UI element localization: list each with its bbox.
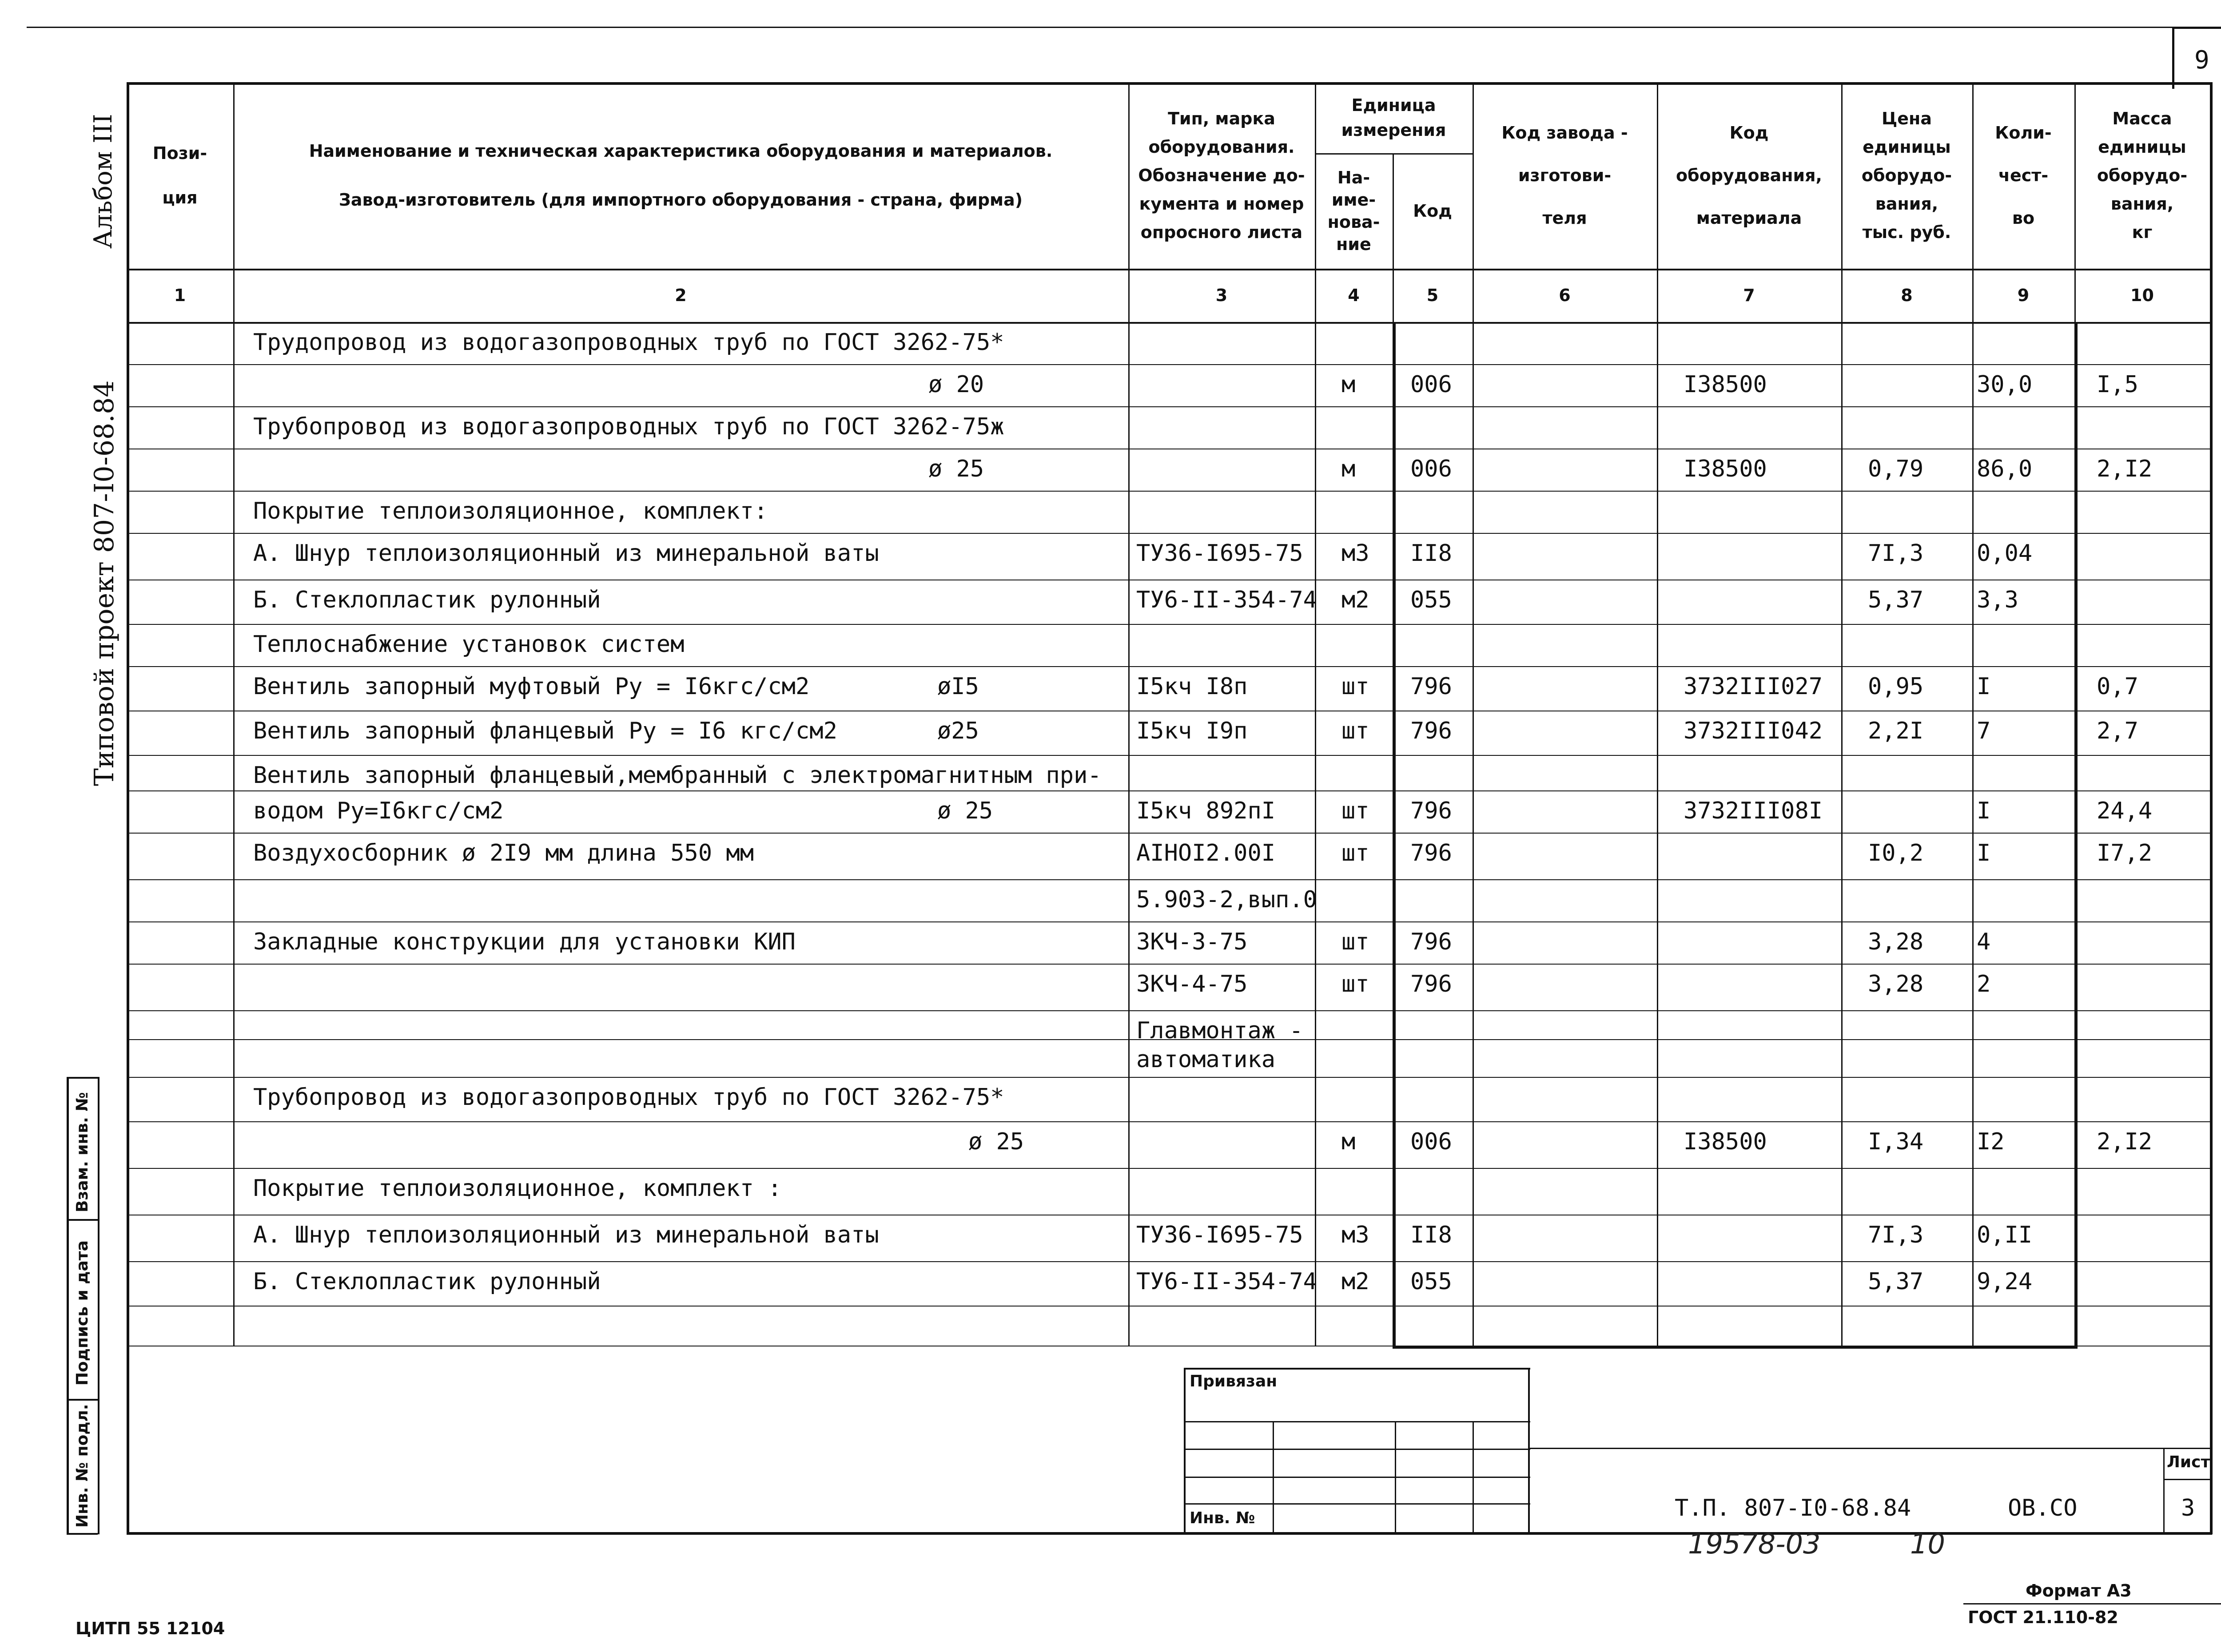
header-unit-name: [1315, 153, 1393, 269]
drawing-mark: ОВ.СО: [2008, 1495, 2078, 1521]
cell-unit: шт: [1341, 673, 1369, 700]
header-price-line: вания,: [1875, 194, 1938, 214]
grid-line: [127, 1010, 2212, 1011]
header-type-line: кумента и номер: [1139, 194, 1304, 214]
header-name-line: Наименование и техническая характеристика оборудования и материалов.: [309, 141, 1053, 161]
grid-line: [127, 833, 2212, 834]
cell-item-code: 3732III08I: [1684, 798, 1823, 824]
cell-unit: м: [1341, 456, 1356, 482]
grid-line: [127, 322, 2212, 324]
project-label: Типовой проект 807-I0-68.84: [89, 380, 120, 786]
grid-line: [1393, 1346, 2078, 1349]
grid-line: [127, 364, 2212, 365]
cell-price: 0,79: [1868, 456, 1924, 482]
cell-diameter: ø25: [937, 718, 979, 744]
cell-mass: 24,4: [2097, 798, 2153, 824]
grid-line: [127, 666, 2212, 667]
column-number: 1: [174, 286, 186, 305]
cell-diameter: ø 20: [928, 371, 984, 398]
header-type: [1128, 82, 1315, 269]
cell-type: I5кч I9п: [1136, 718, 1248, 744]
cell-unit-code: 006: [1410, 371, 1452, 398]
cell-type: автоматика: [1136, 1046, 1276, 1073]
cell-unit: шт: [1341, 971, 1369, 997]
cell-price: 7I,3: [1868, 540, 1924, 567]
cell-name: Б. Стеклопластик рулонный: [253, 587, 601, 613]
cell-type: ТУ6-II-354-74: [1136, 1268, 1317, 1295]
header-type-line: оборудования.: [1148, 137, 1295, 157]
cell-type: Главмонтаж -: [1136, 1017, 1303, 1044]
header-mass-line: оборудо-: [2097, 166, 2188, 185]
page-number: 9: [2194, 46, 2209, 75]
column-number: 3: [1215, 286, 1228, 305]
cell-unit: м: [1341, 1128, 1356, 1155]
header-type-line: Обозначение до-: [1138, 166, 1305, 185]
cell-type: I5кч I8п: [1136, 673, 1248, 700]
cell-name: Вентиль запорный фланцевый,мембранный с электромагнитным при-: [253, 762, 1102, 789]
column-number: 9: [2017, 286, 2030, 305]
cell-unit: шт: [1341, 718, 1369, 744]
grid-line: [127, 921, 2212, 922]
cell-price: 3,28: [1868, 929, 1924, 955]
cell-unit: шт: [1341, 929, 1369, 955]
cell-unit: шт: [1341, 798, 1369, 824]
cell-type: ЗКЧ-3-75: [1136, 929, 1248, 955]
cell-type: AIHOI2.00I: [1136, 840, 1276, 866]
cell-name: Воздухосборник ø 2I9 мм длина 550 мм: [253, 840, 754, 866]
header-item-code-line: Код: [1729, 123, 1769, 143]
cell-unit-code: 796: [1410, 971, 1452, 997]
grid-line: [127, 533, 2212, 534]
header-plant-code-line: изготови-: [1518, 166, 1612, 185]
org-code: ЦИТП 55 12104: [76, 1619, 225, 1638]
cell-type: ТУ36-I695-75: [1136, 540, 1303, 567]
header-plant-code: [1473, 82, 1657, 269]
stamp-label-replace: Взам. инв. №: [73, 1092, 92, 1212]
cell-quantity: 7: [1977, 718, 1991, 744]
cell-quantity: 0,04: [1977, 540, 2033, 567]
cell-mass: I7,2: [2097, 840, 2153, 866]
grid-line: [2074, 322, 2078, 1346]
header-quantity-line: во: [2012, 208, 2035, 228]
grid-line: [127, 1121, 2212, 1122]
cell-quantity: 2: [1977, 971, 1991, 997]
cell-type: ТУ6-II-354-74: [1136, 587, 1317, 613]
cell-quantity: 3,3: [1977, 587, 2018, 613]
header-unit-group-line: Единица: [1351, 95, 1436, 115]
column-number: 2: [675, 286, 687, 305]
grid-line: [127, 406, 2212, 407]
stamp-label-original: Инв. № подл.: [73, 1404, 92, 1528]
grid-line: [127, 1306, 2212, 1307]
header-mass-line: Масса: [2112, 109, 2172, 128]
header-unit-group-line: измерения: [1341, 120, 1446, 140]
cell-type: I5кч 892пI: [1136, 798, 1276, 824]
cell-type: ТУ36-I695-75: [1136, 1222, 1303, 1248]
header-quantity-line: Коли-: [1995, 123, 2052, 143]
cell-price: I,34: [1868, 1128, 1924, 1155]
cell-unit-code: 055: [1410, 587, 1452, 613]
header-name: [233, 82, 1128, 269]
header-mass-line: кг: [2132, 222, 2153, 242]
cell-item-code: I38500: [1684, 1128, 1767, 1155]
cell-price: 3,28: [1868, 971, 1924, 997]
designation: Т.П. 807-I0-68.84: [1675, 1495, 1911, 1521]
cell-unit-code: 796: [1410, 798, 1452, 824]
cell-unit-code: 796: [1410, 718, 1452, 744]
header-position: [127, 82, 233, 269]
cell-unit: м: [1341, 371, 1356, 398]
header-plant-code-line: теля: [1542, 208, 1587, 228]
format-label: Формат А3: [2026, 1581, 2132, 1600]
cell-name: Трубопровод из водогазопроводных труб по ГОСТ 3262-75*: [253, 1084, 1004, 1111]
cell-name: водом Ру=I6кгс/см2: [253, 798, 504, 824]
header-price-line: Цена: [1882, 109, 1932, 128]
cell-price: 5,37: [1868, 1268, 1924, 1295]
header-mass: [2074, 82, 2210, 269]
header-type-line: опросного листа: [1140, 222, 1303, 242]
cell-unit: м2: [1341, 587, 1369, 613]
cell-price: 2,2I: [1868, 718, 1924, 744]
grid-line: [127, 964, 2212, 965]
cell-quantity: 30,0: [1977, 371, 2033, 398]
grid-line: [127, 1261, 2212, 1262]
grid-line: [1393, 322, 1396, 1346]
cell-unit: шт: [1341, 840, 1369, 866]
cell-name: Покрытие теплоизоляционное, комплект:: [253, 498, 768, 524]
header-unit-name-line: На-: [1337, 168, 1370, 187]
grid-line: [127, 879, 2212, 880]
header-unit-code-line: Код: [1413, 201, 1452, 221]
grid-line: [127, 1168, 2212, 1169]
cell-unit-code: 006: [1410, 1128, 1452, 1155]
cell-quantity: 4: [1977, 929, 1991, 955]
column-number: 10: [2130, 286, 2154, 305]
cell-unit-code: 796: [1410, 673, 1452, 700]
header-plant-code-line: Код завода -: [1501, 123, 1628, 143]
cell-mass: 0,7: [2097, 673, 2138, 700]
handwritten-number: 19578-03: [1688, 1528, 1821, 1560]
cell-name: Теплоснабжение установок систем: [253, 631, 685, 658]
album-label: Альбом III: [89, 114, 118, 249]
header-position-line: Пози-: [152, 143, 207, 163]
column-number: 8: [1901, 286, 1913, 305]
grid-line: [127, 755, 2212, 756]
cell-price: I0,2: [1868, 840, 1924, 866]
header-item-code-line: материала: [1696, 208, 1802, 228]
column-number: 4: [1348, 286, 1360, 305]
cell-name: Вентиль запорный муфтовый Ру = I6кгс/см2: [253, 673, 810, 700]
cell-name: Закладные конструкции для установки КИП: [253, 929, 796, 955]
grid-line: [127, 624, 2212, 625]
cell-quantity: 86,0: [1977, 456, 2033, 482]
cell-unit: м3: [1341, 1222, 1369, 1248]
header-item-code: [1657, 82, 1841, 269]
header-quantity-line: чест-: [1998, 166, 2049, 185]
cell-item-code: I38500: [1684, 371, 1767, 398]
cell-quantity: 9,24: [1977, 1268, 2033, 1295]
column-number: 5: [1426, 286, 1439, 305]
cell-type: ЗКЧ-4-75: [1136, 971, 1248, 997]
column-number: 6: [1559, 286, 1571, 305]
handwritten-number-2: 10: [1910, 1528, 1945, 1560]
cell-unit: м3: [1341, 540, 1369, 567]
cell-name: Трубопровод из водогазопроводных труб по ГОСТ 3262-75ж: [253, 413, 1004, 440]
header-mass-line: единицы: [2098, 137, 2186, 157]
cell-diameter: ø 25: [937, 798, 993, 824]
cell-unit-code: II8: [1410, 1222, 1452, 1248]
cell-name: Вентиль запорный фланцевый Ру = I6 кгс/см2: [253, 718, 837, 744]
cell-quantity: I: [1977, 798, 1991, 824]
cell-price: 5,37: [1868, 587, 1924, 613]
cell-name: А. Шнур теплоизоляционный из минеральной ваты: [253, 540, 879, 567]
header-quantity: [1972, 82, 2074, 269]
grid-line: [127, 1077, 2212, 1078]
grid-line: [127, 790, 2212, 791]
cell-quantity: I: [1977, 673, 1991, 700]
cell-unit-code: 055: [1410, 1268, 1452, 1295]
cell-price: 0,95: [1868, 673, 1924, 700]
cell-unit-code: 796: [1410, 929, 1452, 955]
header-price-line: единицы: [1863, 137, 1951, 157]
header-name-line: Завод-изготовитель (для импортного оборудования - страна, фирма): [338, 190, 1023, 210]
cell-item-code: 3732III027: [1684, 673, 1823, 700]
header-unit-name-line: име-: [1331, 190, 1376, 210]
cell-name: Трудопровод из водогазопроводных труб по ГОСТ 3262-75*: [253, 329, 1004, 356]
gost-label: ГОСТ 21.110-82: [1968, 1608, 2118, 1627]
header-item-code-line: оборудования,: [1676, 166, 1822, 185]
cell-name: Б. Стеклопластик рулонный: [253, 1268, 601, 1295]
cell-price: 7I,3: [1868, 1222, 1924, 1248]
header-price: [1841, 82, 1972, 269]
cell-quantity: 0,II: [1977, 1222, 2033, 1248]
cell-name: А. Шнур теплоизоляционный из минеральной ваты: [253, 1222, 879, 1248]
grid-line: [127, 491, 2212, 492]
cell-item-code: 3732III042: [1684, 718, 1823, 744]
bound-label: Привязан: [1190, 1372, 1278, 1390]
cell-diameter: ø 25: [968, 1128, 1024, 1155]
header-unit-group: [1315, 82, 1473, 153]
cell-mass: 2,I2: [2097, 1128, 2153, 1155]
cell-diameter: øI5: [937, 673, 979, 700]
header-price-line: оборудо-: [1861, 166, 1952, 185]
sheet-number: 3: [2181, 1495, 2195, 1521]
cell-diameter: ø 25: [928, 456, 984, 482]
cell-item-code: I38500: [1684, 456, 1767, 482]
cell-unit-code: 796: [1410, 840, 1452, 866]
cell-quantity: I2: [1977, 1128, 2005, 1155]
cell-type: 5.903-2,вып.0: [1136, 886, 1317, 913]
header-unit-name-line: ние: [1336, 234, 1371, 254]
cell-mass: 2,7: [2097, 718, 2138, 744]
stamp-label-signature: Подпись и дата: [73, 1240, 92, 1386]
header-mass-line: вания,: [2110, 194, 2174, 214]
cell-name: Покрытие теплоизоляционное, комплект :: [253, 1175, 782, 1202]
cell-mass: I,5: [2097, 371, 2138, 398]
header-unit-code: [1393, 153, 1473, 269]
header-type-line: Тип, марка: [1168, 109, 1275, 128]
sheet-label: Лист: [2167, 1453, 2210, 1471]
inv-label: Инв. №: [1190, 1509, 1255, 1527]
column-number: 7: [1743, 286, 1755, 305]
cell-unit: м2: [1341, 1268, 1369, 1295]
cell-unit-code: 006: [1410, 456, 1452, 482]
header-unit-name-line: нова-: [1327, 212, 1380, 232]
header-position-line: ция: [162, 188, 198, 207]
cell-mass: 2,I2: [2097, 456, 2153, 482]
cell-unit-code: II8: [1410, 540, 1452, 567]
cell-quantity: I: [1977, 840, 1991, 866]
header-price-line: тыс. руб.: [1862, 222, 1951, 242]
